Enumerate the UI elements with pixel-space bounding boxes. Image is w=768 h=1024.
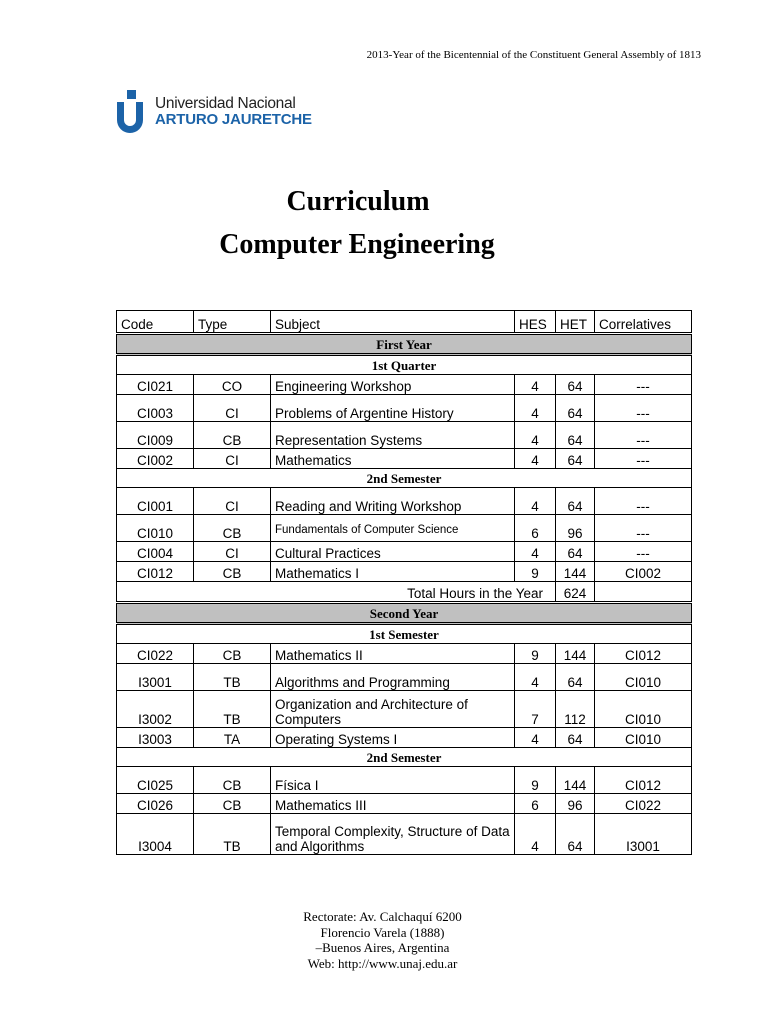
header-type: Type	[194, 311, 271, 334]
cell-subject: Fundamentals of Computer Science	[275, 523, 459, 536]
cell-correlatives: ---	[595, 542, 692, 562]
table-row	[117, 814, 692, 855]
period-row	[117, 469, 692, 488]
table-row	[117, 449, 692, 469]
cell-type: CB	[194, 562, 271, 582]
cell-correlatives: CI012	[595, 767, 692, 794]
cell-hes: 7	[515, 691, 556, 728]
cell-correlatives: CI010	[595, 728, 692, 748]
year-row	[117, 603, 692, 624]
cell-subject: Temporal Complexity, Structure of Data and Algorithms	[271, 814, 515, 855]
cell-subject: Operating Systems I	[271, 728, 515, 748]
period-row	[117, 748, 692, 767]
cell-subject: Física I	[271, 767, 515, 794]
cell-type: TB	[194, 691, 271, 728]
header-code: Code	[117, 311, 194, 334]
footer-line-2: Florencio Varela (1888)	[320, 924, 445, 940]
cell-correlatives: ---	[595, 395, 692, 422]
cell-correlatives: CI002	[595, 562, 692, 582]
cell-subject: Representation Systems	[271, 422, 515, 449]
table-row	[117, 728, 692, 748]
cell-het: 64	[556, 395, 595, 422]
cell-type: CB	[194, 515, 271, 542]
table-row	[117, 515, 692, 542]
page-subtitle: Computer Engineering	[219, 229, 495, 260]
cell-subject-wrap	[271, 515, 515, 542]
year-label: Second Year	[117, 603, 692, 624]
cell-hes: 4	[515, 422, 556, 449]
cell-correlatives: CI010	[595, 691, 692, 728]
cell-type: TA	[194, 728, 271, 748]
cell-het: 112	[556, 691, 595, 728]
cell-correlatives: ---	[595, 422, 692, 449]
year-label: First Year	[117, 334, 692, 355]
logo-line-1: Universidad Nacional	[155, 95, 296, 112]
cell-hes: 9	[515, 644, 556, 664]
cell-code: CI026	[117, 794, 194, 814]
cell-code: CI009	[117, 422, 194, 449]
year-row	[117, 334, 692, 355]
cell-het: 64	[556, 488, 595, 515]
cell-hes: 6	[515, 515, 556, 542]
cell-type: CI	[194, 488, 271, 515]
cell-correlatives: CI012	[595, 644, 692, 664]
cell-subject: Organization and Architecture of Computers	[271, 691, 515, 728]
cell-code: CI025	[117, 767, 194, 794]
footer-line-3: –Buenos Aires, Argentina	[315, 940, 450, 955]
cell-code: CI003	[117, 395, 194, 422]
cell-correlatives: I3001	[595, 814, 692, 855]
cell-type: CI	[194, 449, 271, 469]
cell-code: I3003	[117, 728, 194, 748]
table-row	[117, 542, 692, 562]
table-row	[117, 422, 692, 449]
header-note: 2013-Year of the Bicentennial of the Constituent General Assembly of 1813	[366, 49, 701, 61]
cell-code: I3004	[117, 814, 194, 855]
cell-hes: 4	[515, 375, 556, 395]
cell-hes: 4	[515, 814, 556, 855]
cell-subject: Mathematics I	[271, 562, 515, 582]
cell-subject: Mathematics	[271, 449, 515, 469]
cell-correlatives: CI010	[595, 664, 692, 691]
unaj-logo-icon	[117, 90, 149, 134]
cell-het: 144	[556, 562, 595, 582]
cell-code: CI021	[117, 375, 194, 395]
table-row	[117, 664, 692, 691]
cell-het: 64	[556, 664, 595, 691]
cell-subject: Engineering Workshop	[271, 375, 515, 395]
cell-type: TB	[194, 814, 271, 855]
cell-het: 64	[556, 449, 595, 469]
cell-correlatives: ---	[595, 449, 692, 469]
total-hours-value: 624	[556, 582, 595, 603]
cell-type: CO	[194, 375, 271, 395]
cell-subject: Mathematics II	[271, 644, 515, 664]
period-label: 2nd Semester	[117, 469, 692, 488]
cell-hes: 4	[515, 488, 556, 515]
cell-hes: 4	[515, 395, 556, 422]
cell-subject: Algorithms and Programming	[271, 664, 515, 691]
table-row	[117, 375, 692, 395]
cell-type: CB	[194, 767, 271, 794]
cell-correlatives: CI022	[595, 794, 692, 814]
cell-type: TB	[194, 664, 271, 691]
table-row	[117, 488, 692, 515]
cell-code: CI010	[117, 515, 194, 542]
page-title: Curriculum	[286, 186, 430, 217]
cell-type: CB	[194, 794, 271, 814]
period-label: 2nd Semester	[117, 748, 692, 767]
cell-correlatives: ---	[595, 488, 692, 515]
cell-hes: 6	[515, 794, 556, 814]
cell-het: 144	[556, 644, 595, 664]
table-row	[117, 395, 692, 422]
cell-code: I3001	[117, 664, 194, 691]
university-logo	[117, 90, 312, 134]
cell-hes: 4	[515, 449, 556, 469]
period-label: 1st Semester	[117, 624, 692, 644]
total-hours-label: Total Hours in the Year	[117, 582, 556, 603]
total-row	[117, 582, 692, 603]
cell-type: CI	[194, 542, 271, 562]
curriculum-table	[116, 310, 692, 855]
header-hes: HES	[515, 311, 556, 334]
table-row	[117, 644, 692, 664]
cell-code: I3002	[117, 691, 194, 728]
cell-het: 64	[556, 422, 595, 449]
cell-subject: Problems of Argentine History	[271, 395, 515, 422]
period-row	[117, 624, 692, 644]
footer-line-1: Rectorate: Av. Calchaquí 6200	[303, 909, 462, 924]
header-het: HET	[556, 311, 595, 334]
cell-subject: Reading and Writing Workshop	[271, 488, 515, 515]
cell-het: 64	[556, 542, 595, 562]
cell-het: 144	[556, 767, 595, 794]
logo-line-2: ARTURO JAURETCHE	[155, 111, 312, 128]
footer-address	[0, 909, 768, 971]
table-header-row	[117, 311, 692, 334]
cell-subject: Cultural Practices	[271, 542, 515, 562]
cell-code: CI001	[117, 488, 194, 515]
cell-type: CB	[194, 644, 271, 664]
header-correlatives: Correlatives	[595, 311, 692, 334]
cell-het: 64	[556, 728, 595, 748]
period-label: 1st Quarter	[117, 355, 692, 375]
cell-het: 64	[556, 375, 595, 395]
cell-correlatives: ---	[595, 375, 692, 395]
cell-het: 64	[556, 814, 595, 855]
table-row	[117, 767, 692, 794]
cell-het: 96	[556, 515, 595, 542]
cell-correlatives: ---	[595, 515, 692, 542]
table-row	[117, 562, 692, 582]
cell-code: CI022	[117, 644, 194, 664]
period-row	[117, 355, 692, 375]
cell-empty	[595, 582, 692, 603]
cell-code: CI002	[117, 449, 194, 469]
cell-type: CB	[194, 422, 271, 449]
cell-hes: 9	[515, 562, 556, 582]
cell-hes: 4	[515, 728, 556, 748]
cell-hes: 9	[515, 767, 556, 794]
cell-subject: Mathematics III	[271, 794, 515, 814]
cell-hes: 4	[515, 542, 556, 562]
footer-website-link[interactable]: Web: http://www.unaj.edu.ar	[307, 955, 458, 971]
cell-hes: 4	[515, 664, 556, 691]
cell-code: CI012	[117, 562, 194, 582]
table-row	[117, 691, 692, 728]
cell-code: CI004	[117, 542, 194, 562]
header-subject: Subject	[271, 311, 515, 334]
table-row	[117, 794, 692, 814]
cell-het: 96	[556, 794, 595, 814]
cell-type: CI	[194, 395, 271, 422]
